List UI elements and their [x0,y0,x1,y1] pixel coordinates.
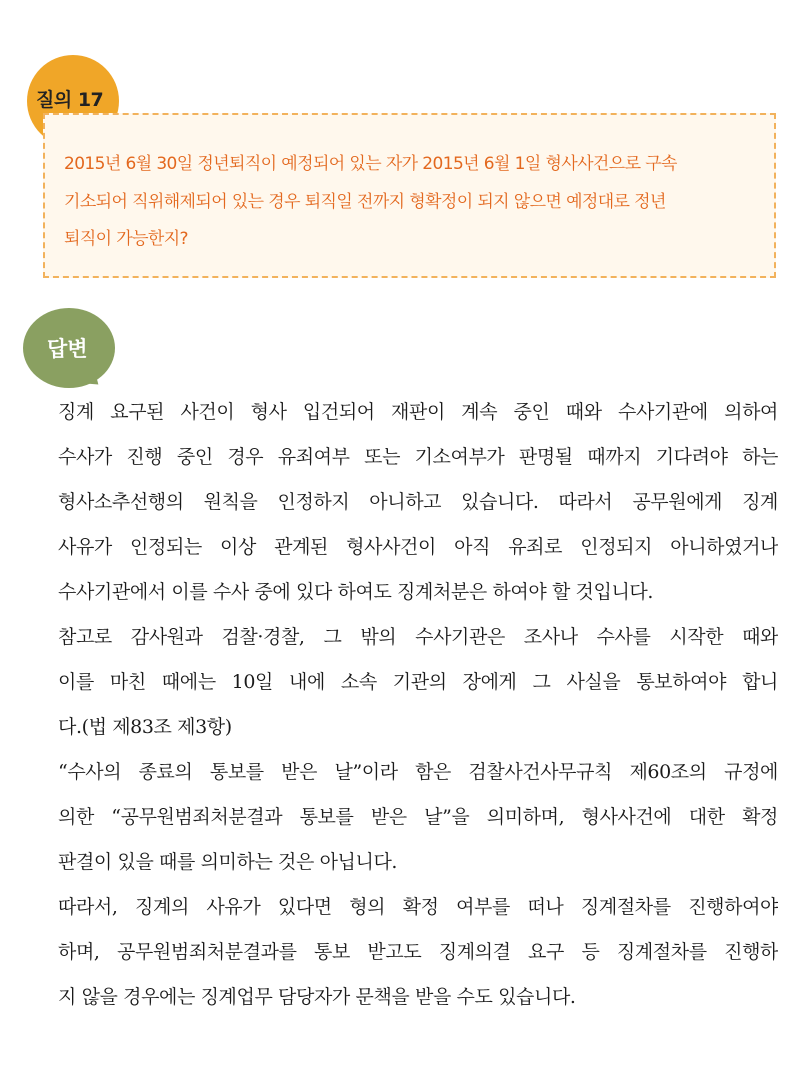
question-line: 퇴직이 가능한지? [64,229,188,249]
question-line: 기소되어 직위해제되어 있는 경우 퇴직일 전까지 형확정이 되지 않으면 예정대로 정년 [64,191,666,212]
answer-line: 다.(법 제83조 제3항) [58,716,232,738]
answer-line: 따라서, 징계의 사유가 있다면 형의 확정 여부를 떠나 징계절차를 진행하여야 [58,896,778,918]
answer-body [58,390,778,1020]
answer-line: 판결이 있을 때를 의미하는 것은 아닙니다. [58,851,398,873]
answer-line: 수사가 진행 중인 경우 유죄여부 또는 기소여부가 판명될 때까지 기다려야 하는 [58,446,778,468]
answer-line: 하며, 공무원범죄처분결과를 통보 받고도 징계의결 요구 등 징계절차를 진행하 [58,941,778,963]
answer-line: 참고로 감사원과 검찰·경찰, 그 밖의 수사기관은 조사나 수사를 시작한 때와 [58,626,778,648]
answer-line: 의한 “공무원범죄처분결과 통보를 받은 날”을 의미하며, 형사사건에 대한 확정 [58,806,778,828]
question-badge-label: 질의 17 [36,89,104,111]
answer-line: 형사소추선행의 원칙을 인정하지 아니하고 있습니다. 따라서 공무원에게 징계 [58,491,778,513]
answer-line: “수사의 종료의 통보를 받은 날”이라 함은 검찰사건사무규칙 제60조의 규정에 [58,761,778,783]
answer-line: 지 않을 경우에는 징계업무 담당자가 문책을 받을 수도 있습니다. [58,986,576,1008]
answer-line: 사유가 인정되는 이상 관계된 형사사건이 아직 유죄로 인정되지 아니하였거나 [58,536,778,558]
answer-line: 징계 요구된 사건이 형사 입건되어 재판이 계속 중인 때와 수사기관에 의하여 [58,401,778,423]
question-line: 2015년 6월 30일 정년퇴직이 예정되어 있는 자가 2015년 6월 1일 형사사건으로 구속 [64,154,677,174]
answer-line: 이를 마친 때에는 10일 내에 소속 기관의 장에게 그 사실을 통보하여야 합니 [58,671,778,693]
question-text [64,146,764,259]
answer-badge-label: 답변 [47,337,88,361]
answer-line: 수사기관에서 이를 수사 중에 있다 하여도 징계처분은 하여야 할 것입니다. [58,581,654,603]
